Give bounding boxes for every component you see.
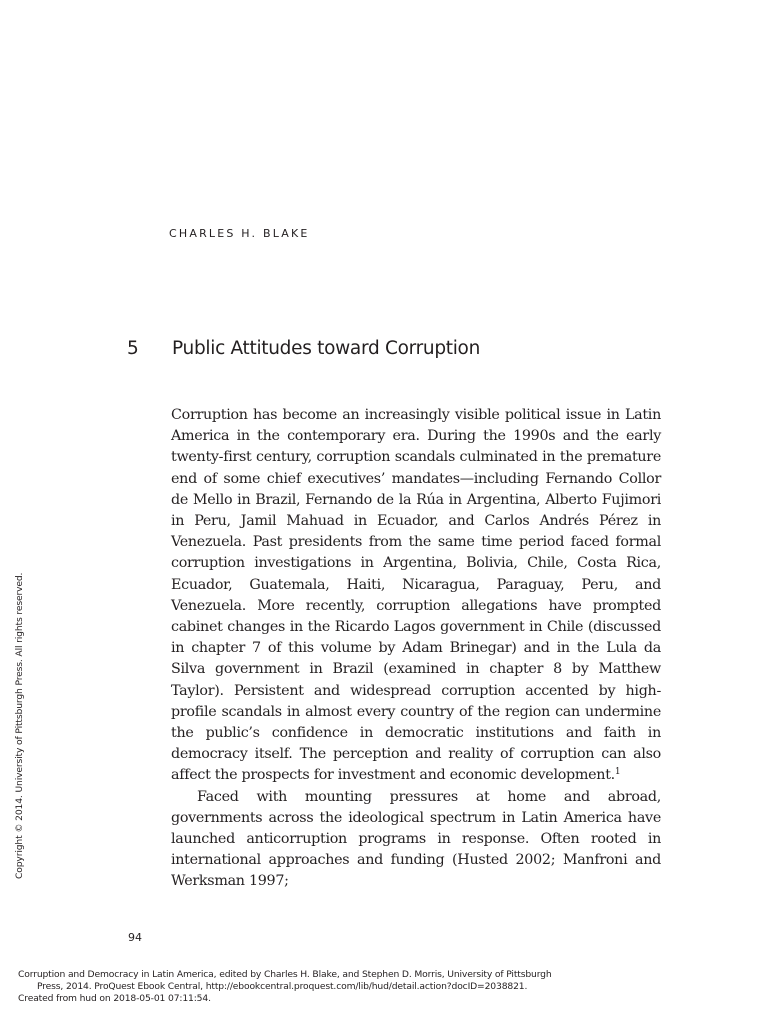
- page-number: 94: [128, 931, 142, 944]
- footnote-marker[interactable]: 1: [614, 767, 621, 778]
- author-name: CHARLES H. BLAKE: [169, 227, 310, 240]
- chapter-title: Public Attitudes toward Corruption: [172, 338, 481, 359]
- paragraph-2-text: Faced with mounting pressures at home and abroad, governments across the ideological spectrum in Latin America have launched anticorruption programs in response. Often rooted in international approaches and funding (Husted 2002; Manfroni and Werksman 1997;: [171, 788, 661, 890]
- side-copyright-notice: Copyright © 2014. University of Pittsburgh Press. All rights reserved.: [14, 572, 25, 879]
- footer-line-1: Corruption and Democracy in Latin America, edited by Charles H. Blake, and Stephen D. Morris, University of Pittsburgh: [18, 969, 552, 980]
- chapter-number: 5: [127, 338, 139, 359]
- footer-line-2: Press, 2014. ProQuest Ebook Central, http://ebookcentral.proquest.com/lib/hud/detail.action?docID=2038821.: [37, 981, 528, 992]
- body-paragraph-2: [171, 787, 661, 893]
- body-paragraph-1: [171, 405, 661, 787]
- body-text: [171, 405, 661, 893]
- footer-citation: [18, 969, 658, 1005]
- paragraph-1-text: Corruption has become an increasingly visible political issue in Latin America in the contemporary era. During the 1990s and the early twenty-first century, corruption scandals culminated in the premature end of some chief executives’ mandates—including Fernando Collor de Mello in Brazil, Fernando de la Rúa in Argentina, Alberto Fujimori in Peru, Jamil Mahuad in Ecuador, and Carlos Andrés Pérez in Venezuela. Past presidents from the same time period faced formal corruption investigations in Argentina, Bolivia, Chile, Costa Rica, Ecuador, Guatemala, Haiti, Nicaragua, Paraguay, Peru, and Venezuela. More recently, corruption allegations have prompted cabinet changes in the Ricardo Lagos government in Chile (discussed in chapter 7 of this volume by Adam Brinegar) and in the Lula da Silva government in Brazil (examined in chapter 8 by Matthew Taylor). Persistent and widespread corruption accented by high-profile scandals in almost every country of the region can undermine the public’s confidence in democratic institutions and faith in democracy itself. The perception and reality of corruption can also affect the prospects for investment and economic development.: [171, 407, 661, 784]
- footer-line-3: Created from hud on 2018-05-01 07:11:54.: [18, 993, 211, 1004]
